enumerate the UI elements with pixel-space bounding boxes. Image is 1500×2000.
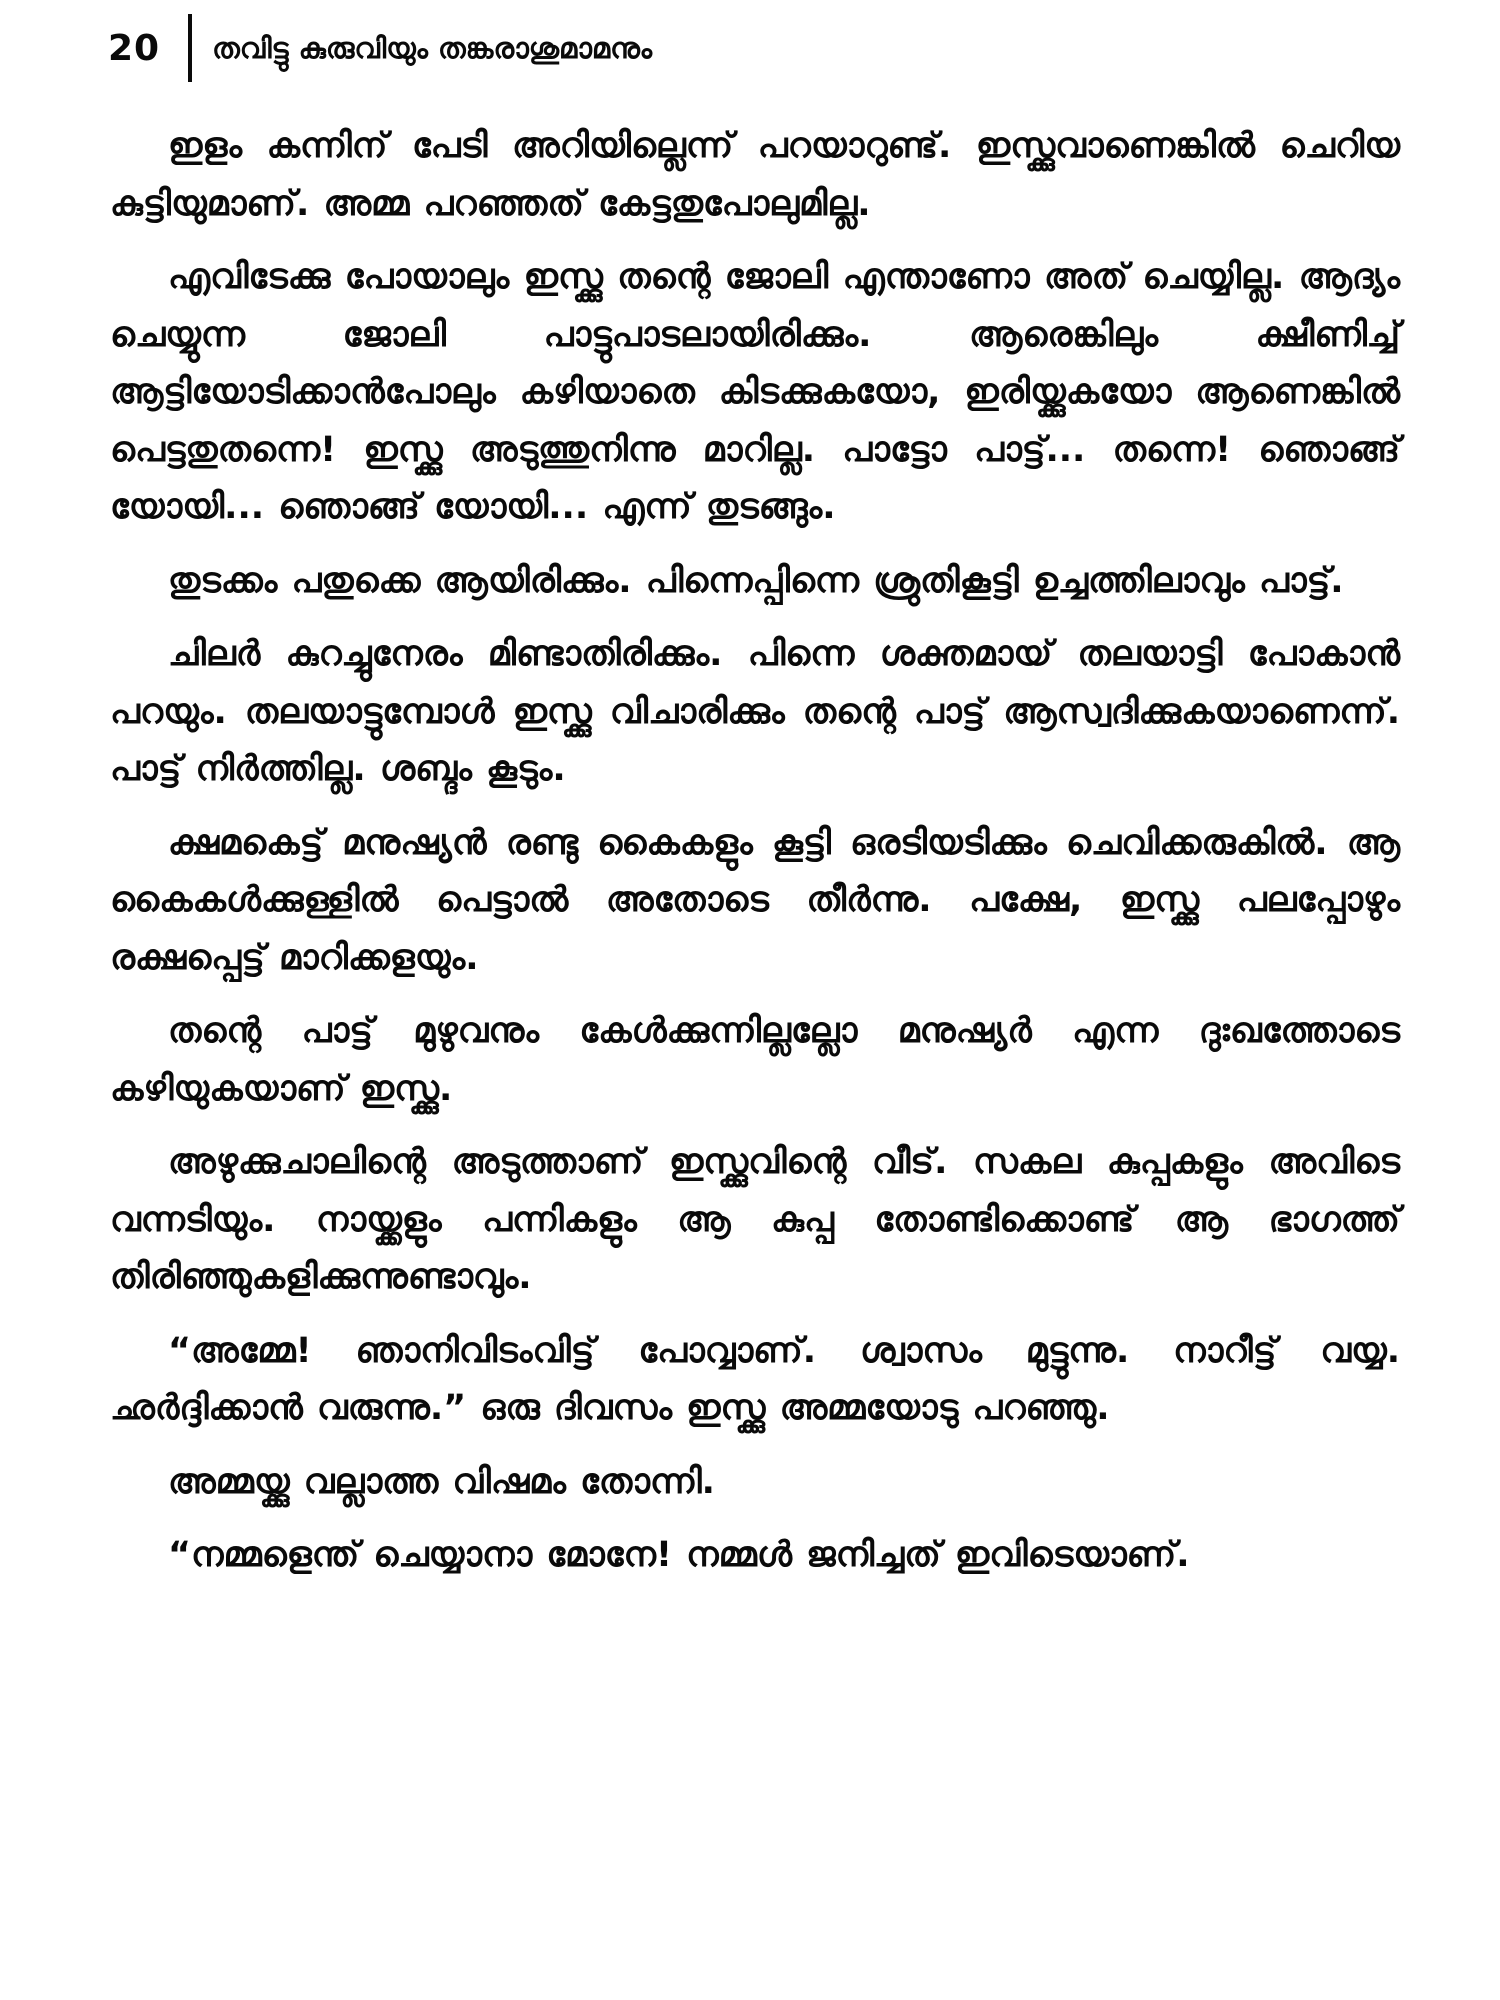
- paragraph: ചിലർ കുറച്ചുനേരം മിണ്ടാതിരിക്കും. പിന്നെ ശക്തമായ് തലയാട്ടി പോകാൻ പറയും. തലയാട്ടുമ്പോൾ ഇസ്ക്കു വിചാരിക്കും തന്റെ പാട്ട് ആസ്വദിക്കുകയാണെന്ന്. പാട്ട് നിർത്തില്ല. ശബ്ദം കൂടും.: [110, 634, 1400, 789]
- paragraph: “നമ്മളെന്ത് ചെയ്യാനാ മോനേ! നമ്മൾ ജനിച്ചത് ഇവിടെയാണ്.: [168, 1535, 1190, 1575]
- paragraph: എവിടേക്കു പോയാലും ഇസ്ക്കു തന്റെ ജോലി എന്താണോ അത് ചെയ്യില്ല. ആദ്യം ചെയ്യുന്ന ജോലി പാട്ടുപാടലായിരിക്കും. ആരെങ്കിലും ക്ഷീണിച്ച് ആട്ടിയോടിക്കാൻപോലും കഴിയാതെ കിടക്കുകയോ, ഇരിയ്ക്കുകയോ ആണെങ്കിൽ പെട്ടതുതന്നെ! ഇസ്ക്കു അടുത്തുനിന്നു മാറില്ല. പാട്ടോ പാട്ട്... തന്നെ! ഞൊങ്ങ് യോയി... ഞൊങ്ങ് യോയി... എന്ന് തുടങ്ങും.: [110, 257, 1400, 527]
- page-number: 20: [108, 27, 161, 69]
- book-title: തവിട്ടു കുരുവിയും തങ്കരാശുമാമനും: [212, 30, 653, 65]
- paragraph: ഇളം കന്നിന് പേടി അറിയില്ലെന്ന് പറയാറുണ്ട്. ഇസ്ക്കുവാണെങ്കിൽ ചെറിയ കുട്ടിയുമാണ്. അമ്മ പറഞ്ഞത് കേട്ടതുപോലുമില്ല.: [110, 126, 1400, 224]
- paragraph: ക്ഷമകെട്ട് മനുഷ്യൻ രണ്ടു കൈകളും കൂട്ടി ഒരടിയടിക്കും ചെവിക്കരുകിൽ. ആ കൈകൾക്കുള്ളിൽ പെട്ടാൽ അതോടെ തീർന്നു. പക്ഷേ, ഇസ്ക്കു പലപ്പോഴും രക്ഷപ്പെട്ട് മാറിക്കളയും.: [110, 822, 1400, 978]
- paragraph: തുടക്കം പതുക്കെ ആയിരിക്കും. പിന്നെപ്പിന്നെ ശ്രുതികൂട്ടി ഉച്ചത്തിലാവും പാട്ട്.: [168, 560, 1344, 601]
- paragraph: അഴുക്കുചാലിന്റെ അടുത്താണ് ഇസ്ക്കുവിന്റെ വീട്. സകല കുപ്പകളും അവിടെ വന്നടിയും. നായ്ക്കളും പന്നികളും ആ കുപ്പ തോണ്ടിക്കൊണ്ട് ആ ഭാഗത്ത് തിരിഞ്ഞുകളിക്കുന്നുണ്ടാവും.: [110, 1142, 1400, 1297]
- paragraph: “അമ്മേ! ഞാനിവിടംവിട്ട് പോവ്വാണ്. ശ്വാസം മുട്ടുന്നു. നാറീട്ട് വയ്യ. ഛർദ്ദിക്കാൻ വരുന്നു.” ഒരു ദിവസം ഇസ്ക്കു അമ്മയോടു പറഞ്ഞു.: [110, 1330, 1400, 1428]
- paragraph: തന്റെ പാട്ട് മുഴുവനും കേൾക്കുന്നില്ലല്ലോ മനുഷ്യർ എന്ന ദുഃഖത്തോടെ കഴിയുകയാണ് ഇസ്ക്കു.: [110, 1011, 1400, 1109]
- running-header: [108, 14, 652, 82]
- body-text: [110, 118, 1400, 1601]
- header-divider: [188, 14, 192, 82]
- paragraph: അമ്മയ്ക്കു വല്ലാത്ത വിഷമം തോന്നി.: [168, 1461, 715, 1502]
